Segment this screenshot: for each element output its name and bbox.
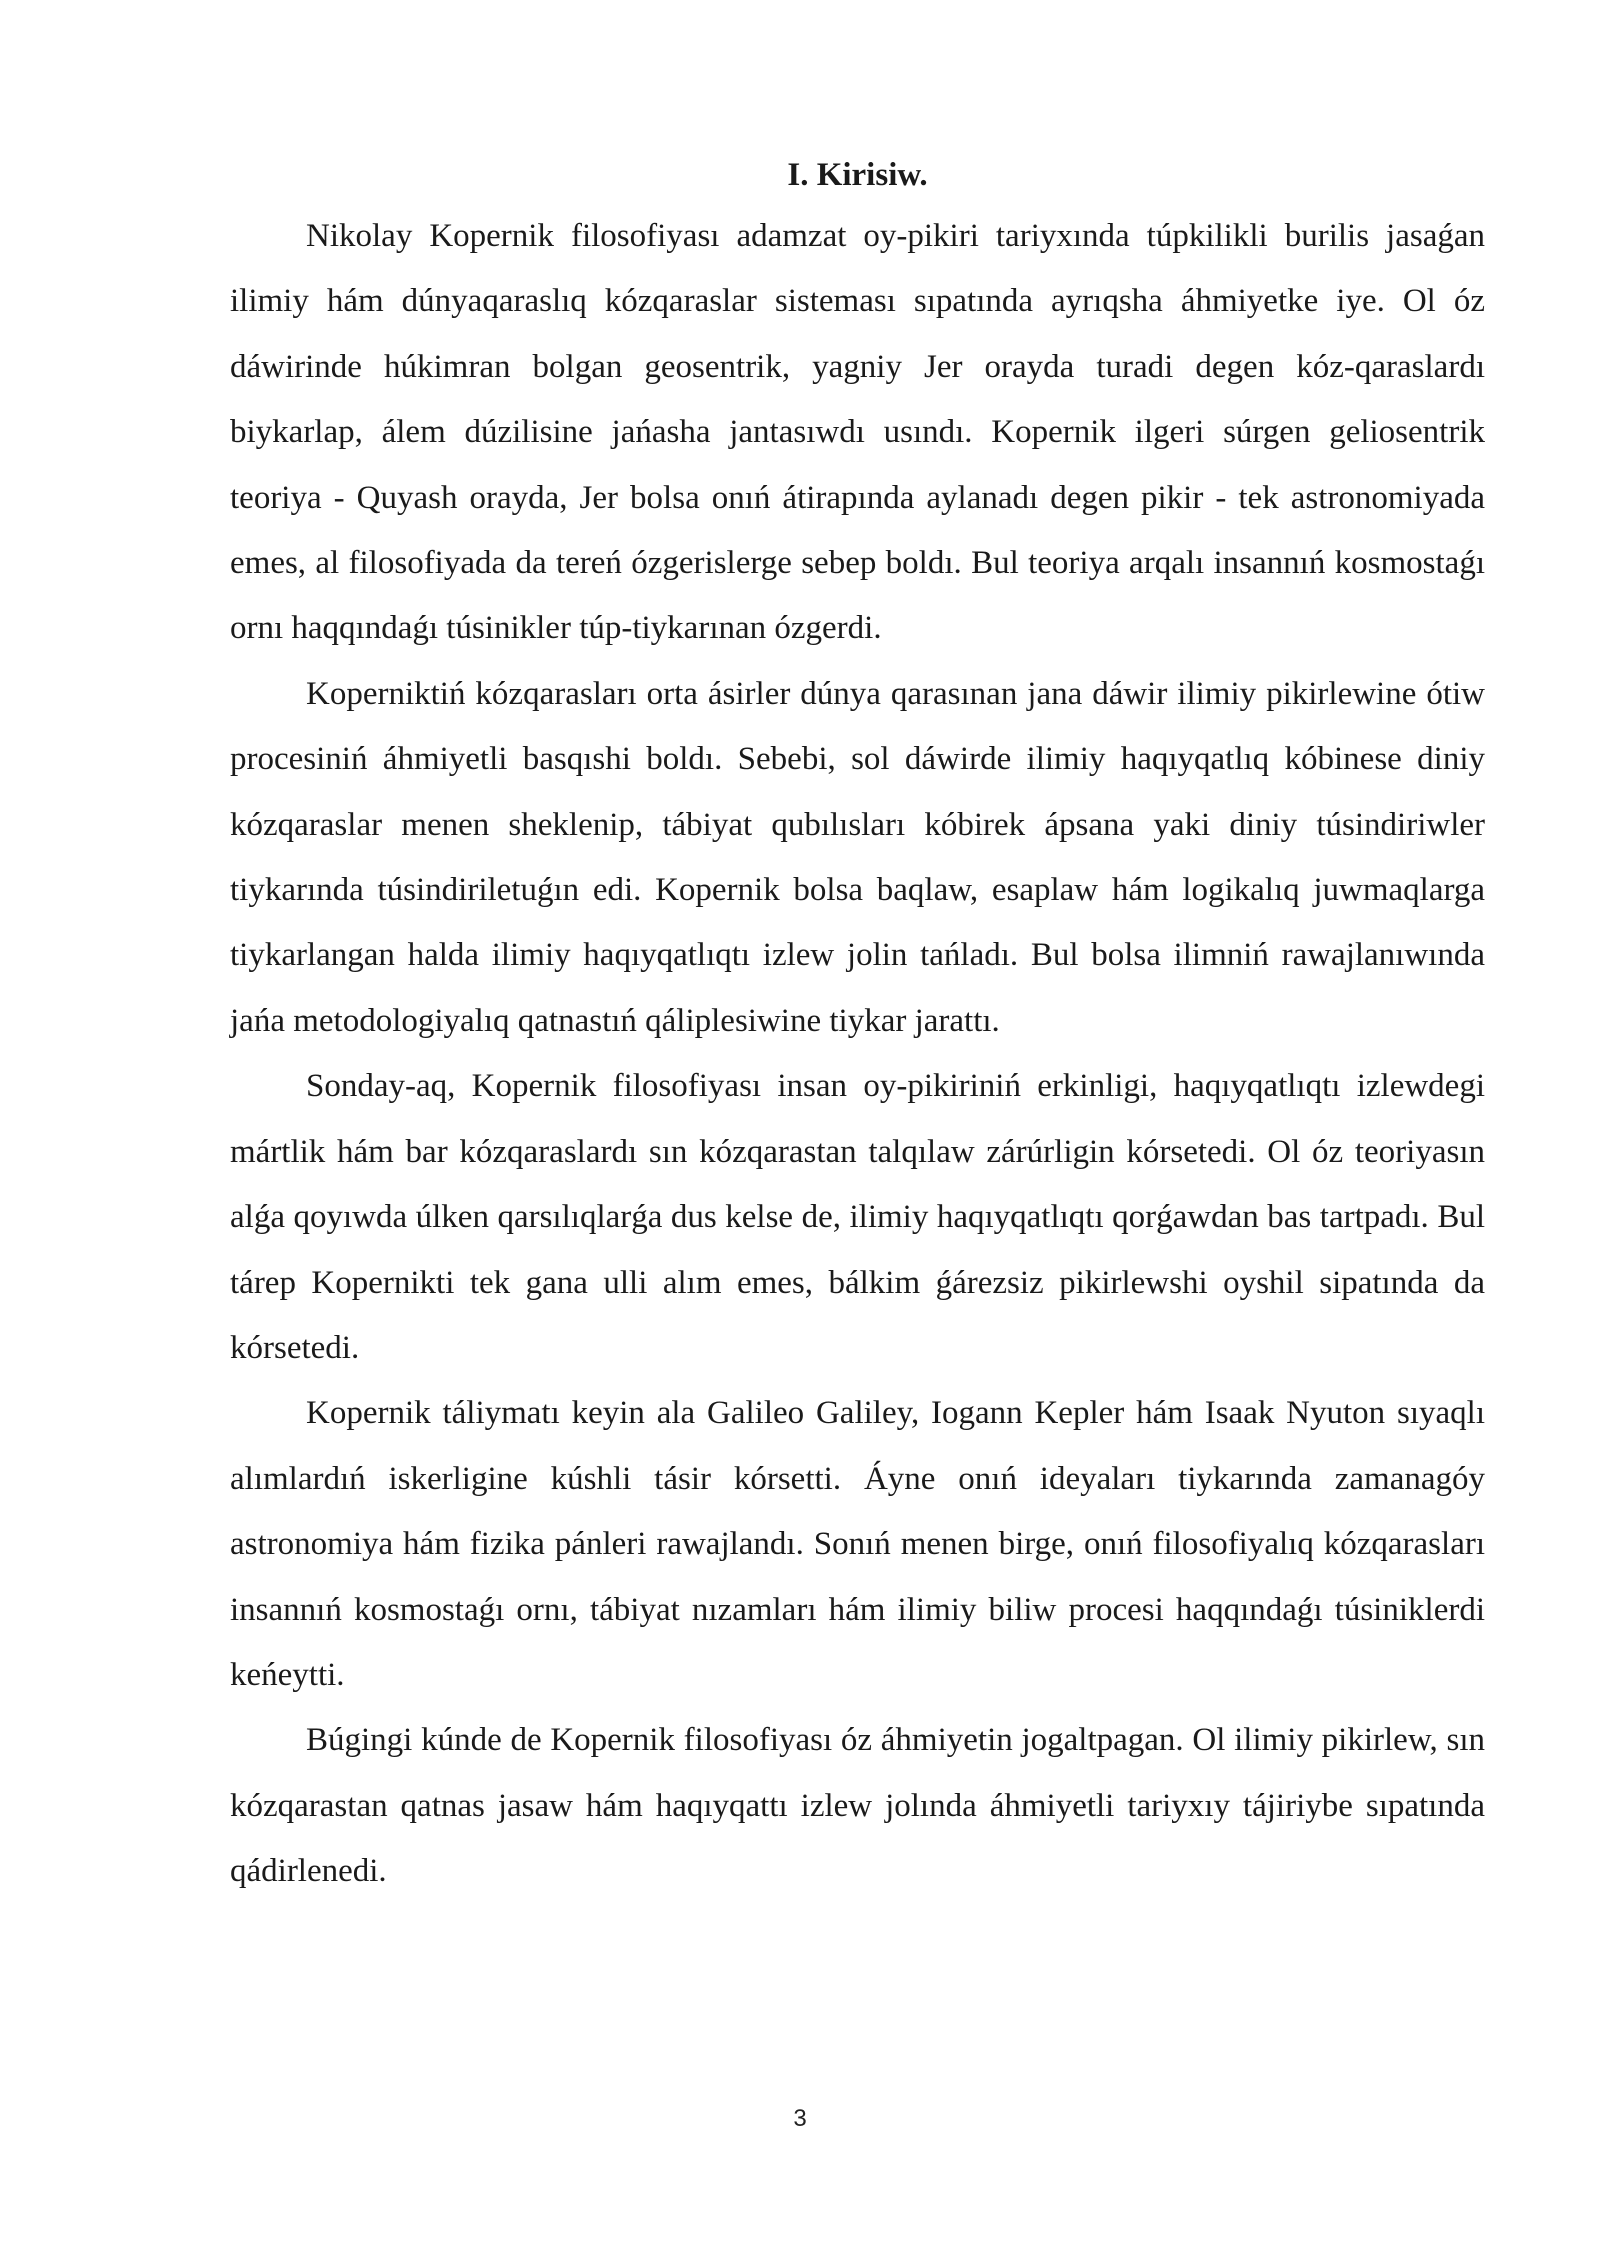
section-heading: I. Kirisiw. — [787, 157, 928, 193]
page-number: 3 — [793, 2105, 807, 2132]
paragraph-1: Nikolay Kopernik filosofiyası adamzat oy-pikiri tariyxında túpkilikli burilis jasaǵan ilimiy hám dúnyaqaraslıq kózqaraslar sisteması sıpatında ayrıqsha áhmiyetke iye. Ol óz dáwirinde húkimran bolgan geosentrik, yagniy Jer orayda turadi degen kóz-qaraslardı biykarlap, álem dúzilisine jańasha jantasıwdı usındı. Kopernik ilgeri súrgen geliosentrik teoriya - Quyash orayda, Jer bolsa onıń átirapında aylanadı degen pikir - tek astronomiyada emes, al filosofiyada da tereń ózgerislerge sebep boldı. Bul teoriya arqalı insannıń kosmostaǵı ornı haqqındaǵı túsinikler túp-tiykarınan ózgerdi. — [230, 218, 1485, 647]
paragraph-4: Kopernik táliymatı keyin ala Galileo Galiley, Iogann Kepler hám Isaak Nyuton sıyaqlı alımlardıń iskerligine kúshli tásir kórsetti. Áyne onıń ideyaları tiykarında zamanagóy astronomiya hám fizika pánleri rawajlandı. Sonıń menen birge, onıń filosofiyalıq kózqarasları insannıń kosmostaǵı ornı, tábiyat nızamları hám ilimiy biliw procesi haqqındaǵı túsiniklerdi keńeytti. — [230, 1395, 1485, 1693]
paragraph-2: Koperniktiń kózqarasları orta ásirler dúnya qarasınan jana dáwir ilimiy pikirlewine ótiw procesiniń áhmiyetli basqıshi boldı. Sebebi, sol dáwirde ilimiy haqıyqatlıq kóbinese diniy kózqaraslar menen sheklenip, tábiyat qubılısları kóbirek ápsana yaki diniy túsindiriwler tiykarında túsindiriletuǵın edi. Kopernik bolsa baqlaw, esaplaw hám logikalıq juwmaqlarga tiykarlangan halda ilimiy haqıyqatlıqtı izlew jolin tańladı. Bul bolsa ilimniń rawajlanıwında jańa metodologiyalıq qatnastıń qáliplesiwine tiykar jarattı. — [230, 675, 1485, 1039]
paragraph-3: Sonday-aq, Kopernik filosofiyası insan oy-pikiriniń erkinligi, haqıyqatlıqtı izlewdegi mártlik hám bar kózqaraslardı sın kózqarastan talqılaw zárúrligin kórsetedi. Ol óz teoriyasın alǵa qoyıwda úlken qarsılıqlarǵa dus kelse de, ilimiy haqıyqatlıqtı qorǵawdan bas tartpadı. Bul tárep Kopernikti tek gana ulli alım emes, bálkim ǵárezsiz pikirlewshi oyshil sipatında da kórsetedi. — [230, 1068, 1485, 1366]
paragraph-5: Búgingi kúnde de Kopernik filosofiyası óz áhmiyetin jogaltpagan. Ol ilimiy pikirlew, sın kózqarastan qatnas jasaw hám haqıyqattı izlew jolında áhmiyetli tariyxıy tájiriybe sıpatında qádirlenedi. — [230, 1722, 1485, 1890]
page-content — [230, 150, 1485, 1905]
